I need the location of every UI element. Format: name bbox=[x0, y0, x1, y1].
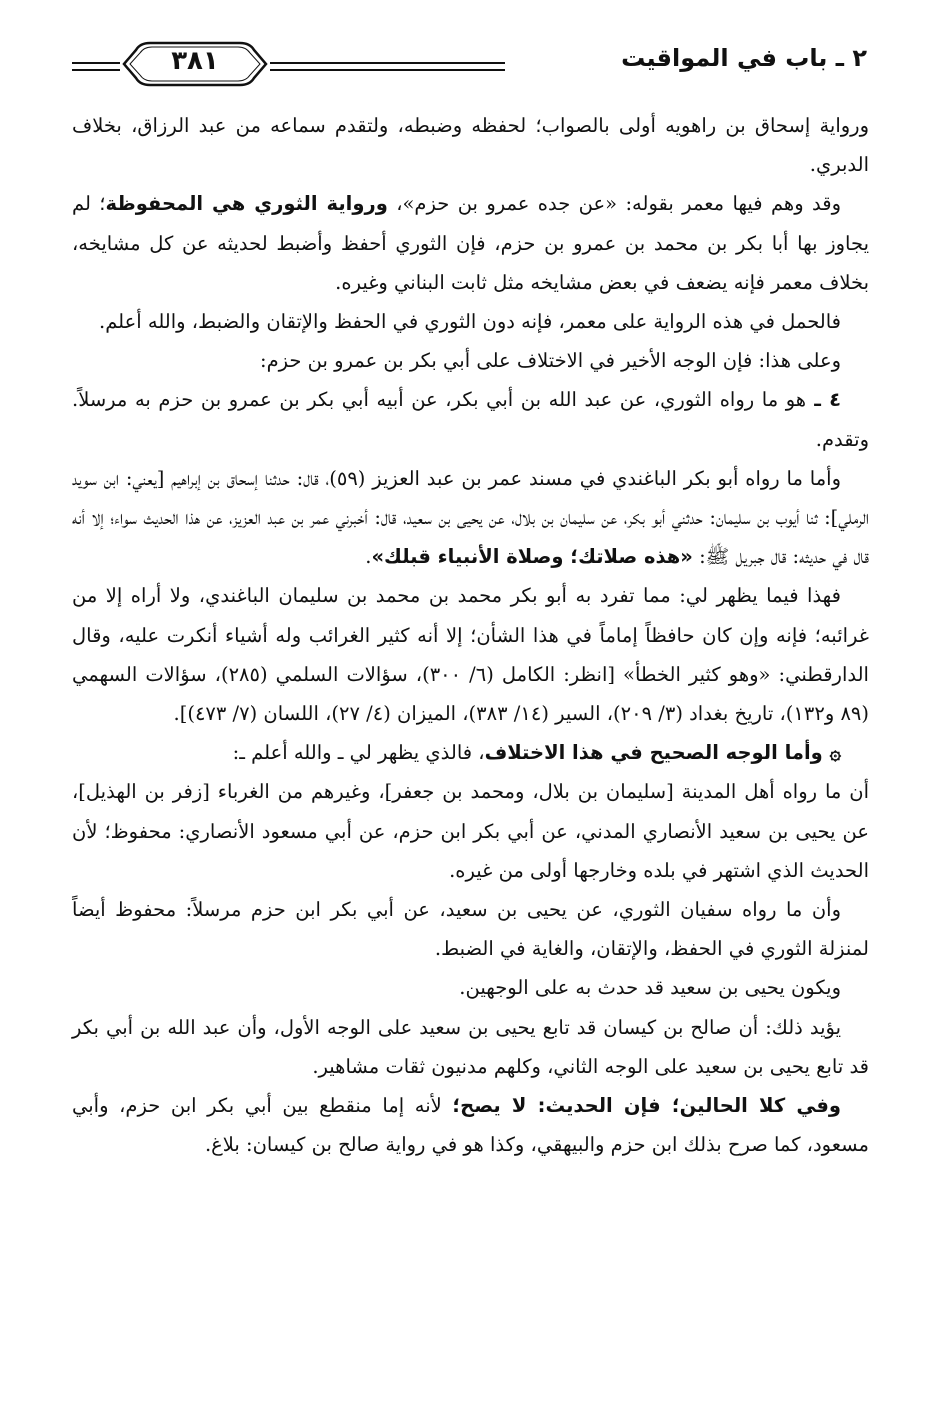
bold-text: ۞ وأما الوجه الصحيح في هذا الاختلاف bbox=[484, 741, 841, 765]
paragraph bbox=[72, 733, 869, 772]
paragraph bbox=[72, 341, 869, 380]
text: ويكون يحيى بن سعيد قد حدث به على الوجهين. bbox=[459, 976, 841, 1000]
text: فهذا فيما يظهر لي: مما تفرد به أبو بكر محمد بن محمد بن سليمان الباغندي، ولا أراه إلا من غرائبه؛ فإنه وإن كان حافظاً إماماً في هذا الشأن؛ إلا أنه كثير الغرائب وله أشياء أنكرت عليه، وقال الدارقطني: «وهو كثير الخطأ» [انظر: الكامل (٦/ ٣٠٠)، سؤالات السلمي (٢٨٥)، سؤالات السهمي (٨٩ و١٣٢)، تاريخ بغداد (٣/ ٢٠٩)، السير (١٤/ ٣٨٣)، الميزان (٤/ ٢٧)، اللسان (٧/ ٤٧٣)]. bbox=[72, 584, 869, 726]
paragraph bbox=[72, 380, 869, 458]
paragraph bbox=[72, 890, 869, 968]
bold-text: ورواية الثوري هي المحفوظة bbox=[105, 192, 388, 216]
text: ، فالذي يظهر لي ـ والله أعلم ـ: bbox=[232, 741, 485, 765]
bold-text: «هذه صلاتك؛ وصلاة الأنبياء قبلك» bbox=[371, 545, 693, 569]
text: وأن ما رواه سفيان الثوري، عن يحيى بن سعيد، عن أبي بكر ابن حزم مرسلاً: محفوظ أيضاً لمنزلة الثوري في الحفظ، والإتقان، والغاية في الضبط. bbox=[72, 898, 869, 961]
bold-text: وفي كلا الحالين؛ فإن الحديث: لا يصح؛ bbox=[452, 1094, 841, 1118]
text: وعلى هذا: فإن الوجه الأخير في الاختلاف على أبي بكر بن عمرو بن حزم: bbox=[260, 349, 841, 373]
text: . bbox=[365, 545, 372, 569]
paragraph bbox=[72, 106, 869, 184]
page-number-ornament bbox=[120, 38, 270, 90]
text: لأنه إما منقطع بين أبي بكر ابن حزم، وأبي مسعود، كما صرح بذلك ابن حزم والبيهقي، وكذا هو في رواية صالح بن كيسان: بلاغ. bbox=[72, 1094, 869, 1157]
paragraph bbox=[72, 968, 869, 1007]
header-rule-left-bottom bbox=[72, 69, 120, 71]
page-body bbox=[72, 106, 869, 1164]
text: وقد وهم فيها معمر بقوله: «عن جده عمرو بن حزم»، bbox=[387, 192, 841, 216]
header-rule-right-top bbox=[270, 62, 505, 64]
header-rule-left-top bbox=[72, 62, 120, 64]
bold-text: ٤ ـ bbox=[806, 388, 842, 412]
paragraph bbox=[72, 459, 869, 577]
text: ؛ لم يجاوز بها أبا بكر بن محمد بن عمرو بن حزم، فإن الثوري أحفظ وأضبط لحديثه عن كل مشايخه، بخلاف معمر فإنه يضعف في بعض مشايخه مثل ثابت البناني وغيره. bbox=[72, 192, 869, 294]
paragraph bbox=[72, 302, 869, 341]
paragraph bbox=[72, 184, 869, 302]
page-number: ٣٨١ bbox=[171, 46, 219, 76]
text: يؤيد ذلك: أن صالح بن كيسان قد تابع يحيى بن سعيد على الوجه الأول، وأن عبد الله بن أبي بكر قد تابع يحيى بن سعيد على الوجه الثاني، وكلهم مدنيون ثقات مشاهير. bbox=[72, 1015, 869, 1078]
text: ورواية إسحاق بن راهويه أولى بالصواب؛ لحفظه وضبطه، ولتقدم سماعه من عبد الرزاق، بخلاف الدبري. bbox=[72, 114, 869, 177]
paragraph bbox=[72, 772, 869, 890]
paragraph bbox=[72, 1086, 869, 1164]
page-header bbox=[72, 38, 867, 98]
chapter-title: ٢ ـ باب في المواقيت bbox=[621, 44, 867, 72]
header-rule-right-bottom bbox=[270, 69, 505, 71]
text: فالحمل في هذه الرواية على معمر، فإنه دون الثوري في الحفظ والإتقان والضبط، والله أعلم. bbox=[99, 310, 841, 334]
paragraph bbox=[72, 1008, 869, 1086]
text: أن ما رواه أهل المدينة [سليمان بن بلال، ومحمد بن جعفر]، وغيرهم من الغرباء [زفر بن الهذيل]، عن يحيى بن سعيد الأنصاري المدني، عن أبي بكر ابن حزم، عن أبي مسعود الأنصاري: محفوظ؛ لأن الحديث الذي اشتهر في بلده وخارجها أولى من غيره. bbox=[72, 780, 869, 882]
text: وأما ما رواه أبو بكر الباغندي في مسند عمر بن عبد العزيز (٥٩)، قال: حدثنا إسحاق بن إبراهيم [يعني: ابن سويد الرملي]: ثنا أيوب بن سليمان: حدثني أبو بكر، عن سليمان بن بلال، عن يحيى بن سعيد، قال: أخبرني عمر بن عبد العزيز، عن هذا الحديث سواء؛ إلا أنه قال في حديثه: قال جبريل ﷺ: bbox=[72, 466, 869, 569]
paragraph bbox=[72, 576, 869, 733]
text: هو ما رواه الثوري، عن عبد الله بن أبي بكر، عن أبيه أبي بكر بن عمرو بن حزم به مرسلاً. وتقدم. bbox=[72, 388, 869, 451]
